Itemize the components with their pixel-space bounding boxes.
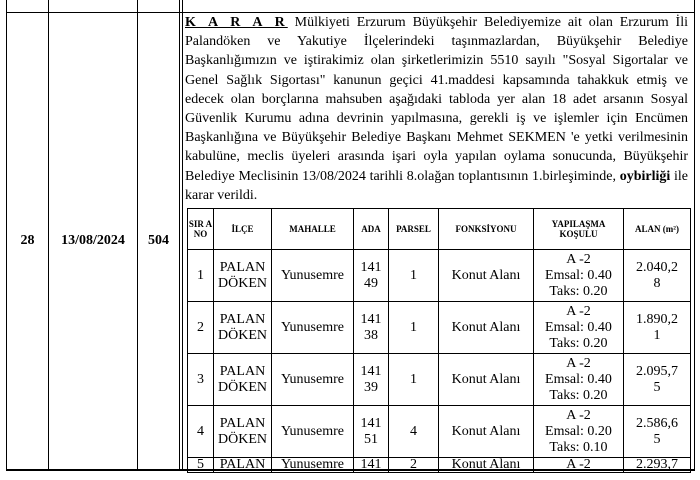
alan-line-2: 1: [653, 327, 661, 343]
ilce-line-2: DÖKEN: [218, 379, 267, 395]
cell-no: 1: [188, 250, 214, 302]
cell-no: 2: [188, 302, 214, 354]
header-ada: ADA: [354, 209, 389, 250]
header-fonksiyon: FONKSİYONU: [439, 209, 534, 250]
cell-parsel: 1: [389, 250, 439, 302]
cell-ada: 141: [354, 458, 389, 473]
kosul-line-3: Taks: 0.20: [549, 283, 608, 299]
cell-ilce: [214, 250, 272, 302]
header-alan: ALAN (m²): [624, 209, 691, 250]
alan-line-2: 5: [653, 431, 661, 447]
header-parsel: PARSEL: [389, 209, 439, 250]
decision-number: 504: [148, 233, 169, 248]
cell-no: 5: [188, 458, 214, 473]
alan-line-2: 8: [653, 275, 661, 291]
decision-text-part-1: Mülkiyeti Erzurum Büyükşehir Belediyemize ait olan Erzurum İli Palandöken ve Yakutiye İlçelerindeki taşınmazlardan, Büyükşehir Belediye Başkanlığımızın ve iştirakimiz olan şirketlerimizin 5510 sayılı "Sosyal Sigortalar ve Genel Sağlık Sigortası" kanunun geçici 41.maddesi kapsamında tahakkuk etmiş ve edecek olan borçlarına mahsuben aşağıdaki tabloda yer alan 18 adet arsanın Sosyal Güvenlik Kurumu adına devrinin yapılmasına, gerekli iş ve işlemler için Encümen Başkanlığına ve Büyükşehir Belediye Başkanı Mehmet SEKMEN 'e yetki verilmesinin kabulüne, meclis üyeleri arasında işari oyla yapılan oylama sonucunda, Büyükşehir Belediye Meclisinin 13/08/2024 tarihli 8.olağan toplantısının 1.birleşiminde,: [185, 15, 688, 184]
alan-line-1: 1.890,2: [636, 311, 678, 327]
cell-yapilasma: [534, 406, 624, 458]
ilce-line-1: PALAN: [219, 415, 266, 431]
kosul-line-1: A -2: [566, 355, 591, 371]
cell-fonksiyon: Konut Alanı: [439, 250, 534, 302]
cell-fonksiyon: Konut Alanı: [439, 406, 534, 458]
outer-border-right: [694, 0, 695, 470]
karar-keyword: K A R A R: [185, 15, 288, 30]
cell-parsel: 2: [389, 458, 439, 473]
header-yapilasma-kosulu: YAPILAŞMA KOŞULU: [534, 209, 624, 250]
kosul-line-1: A -2: [566, 251, 591, 267]
cell-alan: 2.293,7: [624, 458, 691, 473]
cell-alan: [624, 250, 691, 302]
header-sira-no: SIR A NO: [188, 209, 214, 250]
table-header-row: [188, 209, 691, 250]
alan-line-1: 2.586,6: [636, 415, 678, 431]
ada-line-1: 141: [360, 363, 382, 379]
cell-no: 3: [188, 354, 214, 406]
ada-line-2: 38: [364, 327, 378, 343]
cell-alan: [624, 302, 691, 354]
cell-ilce: PALAN: [214, 458, 272, 473]
ada-line-1: 141: [360, 415, 382, 431]
cell-ada: [354, 406, 389, 458]
cell-fonksiyon: Konut Alanı: [439, 458, 534, 473]
cell-yapilasma: [534, 302, 624, 354]
cell-alan: [624, 354, 691, 406]
cell-parsel: 1: [389, 354, 439, 406]
kosul-line-3: Taks: 0.10: [549, 439, 608, 455]
column-divider-3b: [182, 0, 183, 470]
ilce-line-1: PALAN: [219, 311, 266, 327]
kosul-line-2: Emsal: 0.40: [545, 267, 612, 283]
kosul-line-3: Taks: 0.20: [549, 335, 608, 351]
kosul-line-1: A -2: [566, 303, 591, 319]
table-row: [188, 406, 691, 458]
decision-unanimous: oybirliği: [619, 168, 671, 184]
cell-no: 4: [188, 406, 214, 458]
cell-mahalle: Yunusemre: [272, 302, 354, 354]
decision-date: 13/08/2024: [61, 233, 125, 248]
kosul-line-2: Emsal: 0.40: [545, 371, 612, 387]
cell-mahalle: Yunusemre: [272, 458, 354, 473]
table-row: [188, 250, 691, 302]
cell-mahalle: Yunusemre: [272, 250, 354, 302]
decision-text-part-2: ile karar verildi.: [185, 168, 688, 203]
cell-ada: [354, 354, 389, 406]
alan-line-2: 5: [653, 379, 661, 395]
cell-ilce: [214, 354, 272, 406]
header-ilce: İLÇE: [214, 209, 272, 250]
cell-alan: [624, 406, 691, 458]
cell-parsel: 4: [389, 406, 439, 458]
ilce-line-2: DÖKEN: [218, 327, 267, 343]
decision-paragraph: [185, 13, 688, 205]
cell-yapilasma: [534, 354, 624, 406]
cell-mahalle: Yunusemre: [272, 406, 354, 458]
cell-ilce: [214, 406, 272, 458]
kosul-line-2: Emsal: 0.40: [545, 319, 612, 335]
cell-parsel: 1: [389, 302, 439, 354]
cell-ilce: [214, 302, 272, 354]
ilce-line-1: PALAN: [219, 259, 266, 275]
alan-line-1: 2.095,7: [636, 363, 678, 379]
ada-line-1: 141: [360, 311, 382, 327]
ilce-line-2: DÖKEN: [218, 431, 267, 447]
header-mahalle: MAHALLE: [272, 209, 354, 250]
ilce-line-1: PALAN: [219, 363, 266, 379]
column-divider-3: [179, 0, 180, 470]
kosul-line-3: Taks: 0.20: [549, 387, 608, 403]
kosul-line-2: Emsal: 0.20: [545, 423, 612, 439]
kosul-line-1: A -2: [566, 407, 591, 423]
cell-ada: [354, 250, 389, 302]
ada-line-2: 39: [364, 379, 378, 395]
table-row: [188, 458, 691, 473]
ilce-line-2: DÖKEN: [218, 275, 267, 291]
ada-line-1: 141: [360, 259, 382, 275]
row-number: 28: [20, 233, 35, 248]
cell-yapilasma: [534, 250, 624, 302]
cell-mahalle: Yunusemre: [272, 354, 354, 406]
cell-fonksiyon: Konut Alanı: [439, 354, 534, 406]
cell-ada: [354, 302, 389, 354]
table-row: [188, 302, 691, 354]
cell-fonksiyon: Konut Alanı: [439, 302, 534, 354]
parcel-table: [187, 208, 691, 473]
ada-line-2: 51: [364, 431, 378, 447]
cell-yapilasma: A -2: [534, 458, 624, 473]
alan-line-1: 2.040,2: [636, 259, 678, 275]
ada-line-2: 49: [364, 275, 378, 291]
table-row: [188, 354, 691, 406]
